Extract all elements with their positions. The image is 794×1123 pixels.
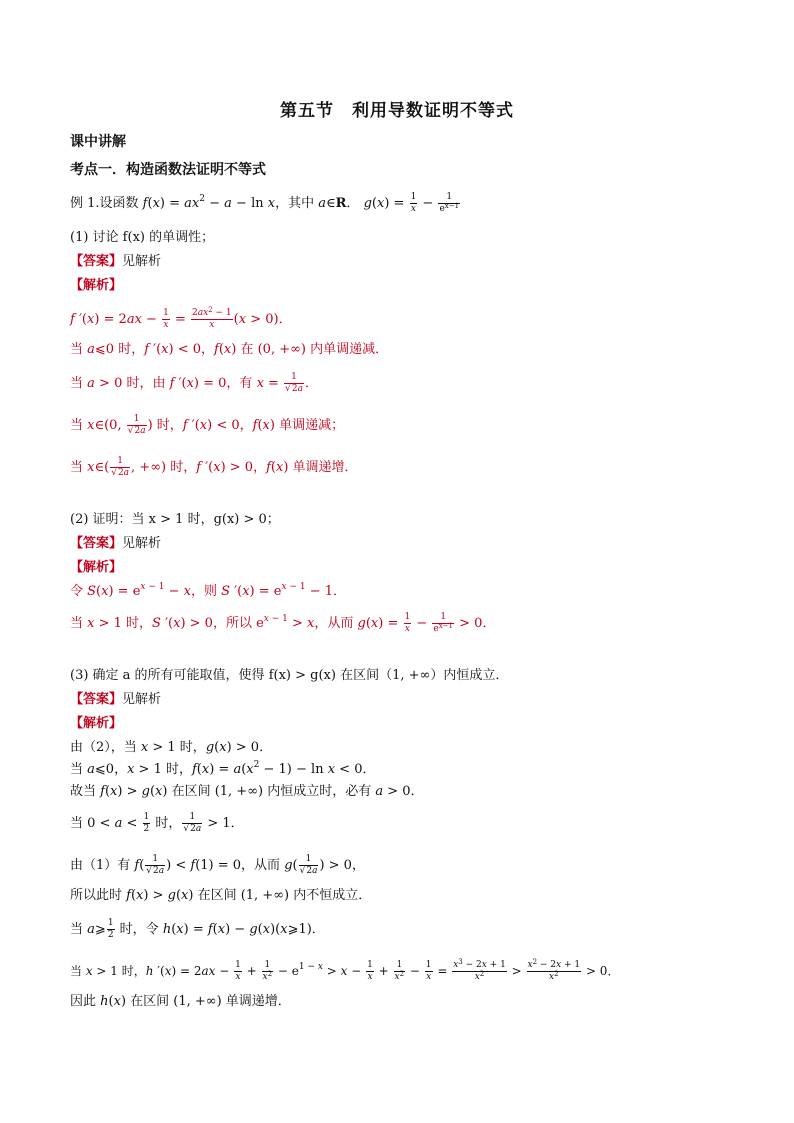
part3-line-7: 当 a⩾ $\frac{1}{2}$ 时，令 h(x) = f(x) − g(x)(x⩾1)． xyxy=(70,918,325,940)
part1-line-1: f ′(x) = 2ax − $\frac{1}{x}$ = $\frac{2ax^2 - 1}{x}$ (x > 0)． xyxy=(70,306,292,330)
part1-line-5: 当 x∈( $\frac{1}{√2a}$ , +∞) 时，f ′(x) > 0，f(x) 单调递增． xyxy=(70,456,358,478)
kaodian-heading: 考点一．构造函数法证明不等式 xyxy=(70,162,266,178)
part1-line-2: 当 a⩽0 时，f ′(x) < 0，f(x) 在 (0, +∞) 内单调递减． xyxy=(70,342,389,357)
part3-line-1: 由（2），当 x > 1 时，g(x) > 0． xyxy=(70,740,273,755)
part2-answer: 【答案】见解析 xyxy=(70,536,162,551)
part3-line-8: 当 x > 1 时，h ′(x) = 2ax − $\frac{1}{x}$ + $\frac{1}{x^2}$ − $e^{1 - x} > x$ − $\frac{1}{x}$ + $\frac{1}{x^2}$ − $\frac{1}{x}$ = $\frac{x^3 - 2x + 1}{x^2}$ > $\frac{x^2 - 2x + 1}{x^2}$ > 0． xyxy=(70,958,620,982)
part3-line-4: 当 0 < a < $\frac{1}{2}$ 时， $\frac{1}{√2a}$ > 1． xyxy=(70,812,244,834)
part2-question: (2) 证明：当 x > 1 时，g(x) > 0； xyxy=(70,512,280,527)
part3-analysis-tag: 【解析】 xyxy=(70,716,123,731)
part3-line-2: 当 a⩽0，x > 1 时，$f(x) = a(x^2 - 1) - \ln x < 0$． xyxy=(70,760,376,777)
part3-line-6: 所以此时 f(x) > g(x) 在区间 (1, +∞) 内不恒成立． xyxy=(70,888,372,903)
part1-answer: 【答案】见解析 xyxy=(70,254,162,269)
part3-line-3: 故当 f(x) > g(x) 在区间 (1, +∞) 内恒成立时，必有 a > 0． xyxy=(70,784,424,799)
example-prefix: 例 1.设函数 xyxy=(70,196,143,211)
example-f-def: f xyxy=(142,196,148,211)
part2-line-1: 令 $S(x) = e^{x - 1} - x$，则 S $'(x) = e^{x - 1} - 1$． xyxy=(70,582,346,599)
part2-analysis-tag: 【解析】 xyxy=(70,560,123,575)
part1-line-4: 当 x∈(0, $\frac{1}{√2a}$ ) 时，f ′(x) < 0，f(x) 单调递减； xyxy=(70,414,345,436)
part1-line-3: 当 a > 0 时，由 f ′(x) = 0，有 x = $\frac{1}{√2a}$ ． xyxy=(70,372,318,394)
part3-line-5: 由（1）有 f( $\frac{1}{√2a}$ ) < f(1) = 0，从而 g( $\frac{1}{√2a}$ ) > 0， xyxy=(70,854,365,876)
example-statement: 例 1.设函数 $f(x) = ax^2 - a - \ln x$，其中 a∈R． g(x) = $\frac{1}{x}$ − $\frac{1}{e^{x-1}}$ xyxy=(70,192,460,214)
part3-question: (3) 确定 a 的所有可能取值，使得 f(x) > g(x) 在区间（1, +∞）内恒成立． xyxy=(70,668,509,683)
page-title: 第五节 利用导数证明不等式 xyxy=(280,101,514,121)
part2-line-2: 当 x > 1 时，S ′(x) > 0，所以 $e^{x - 1} > x$，从而 g(x) = $\frac{1}{x}$ − $\frac{1}{e^{x-1}}$ > 0． xyxy=(70,612,496,634)
part1-analysis-tag: 【解析】 xyxy=(70,278,123,293)
example-mid: ，其中 a∈R． xyxy=(275,196,360,211)
part3-line-9: 因此 h(x) 在区间 (1, +∞) 单调递增． xyxy=(70,994,291,1009)
part3-answer: 【答案】见解析 xyxy=(70,692,162,707)
section-heading: 课中讲解 xyxy=(70,134,126,150)
part1-question: (1) 讨论 f(x) 的单调性； xyxy=(70,230,215,245)
